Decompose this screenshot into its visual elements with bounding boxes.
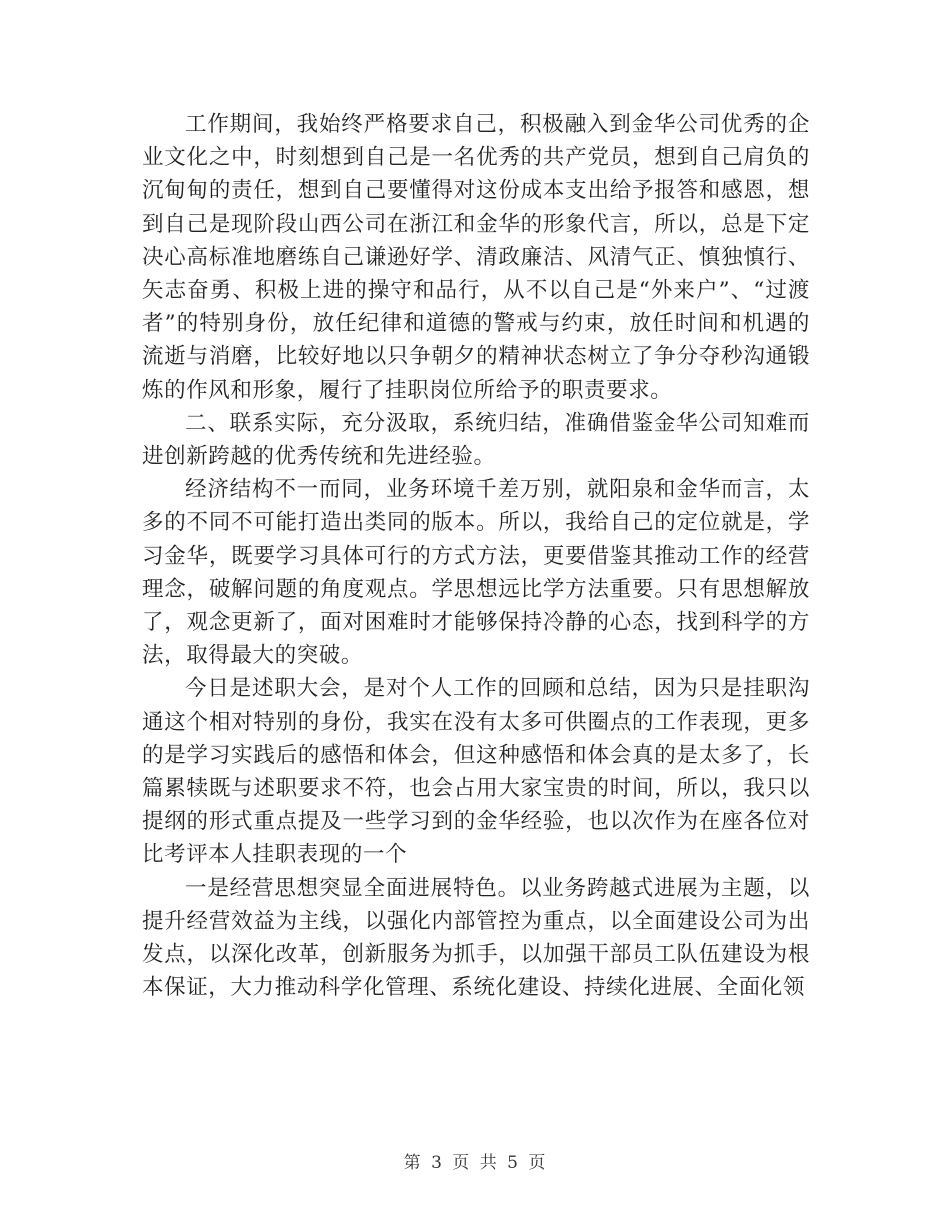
paragraph-economic-structure: 经济结构不一而同，业务环境千差万别，就阳泉和金华而言，太多的不同不可能打造出类同的版本。所以，我给自己的定位就是，学习金华，既要学习具体可行的方式方法，更要借鉴其推动工作的经营理念，破解问题的角度观点。学思想远比学方法重要。只有思想解放了，观念更新了，面对困难时才能够保持冷静的心态，找到科学的方法，取得最大的突破。 [142,477,810,669]
paragraph-work-period: 工作期间，我始终严格要求自己，积极融入到金华公司优秀的企业文化之中，时刻想到自己是一名优秀的共产党员，想到自己肩负的沉甸甸的责任，想到自己要懂得对这份成本支出给予报答和感恩，想到自己是现阶段山西公司在浙江和金华的形象代言，所以，总是下定决心高标准地磨练自己谦逊好学、清政廉洁、风清气正、慎独慎行、矢志奋勇、积极上进的操守和品行，从不以自己是“外来户”、“过渡者”的特别身份，放任纪律和道德的警戒与约束，放任时间和机遇的流逝与消磨，比较好地以只争朝夕的精神状态树立了争分夺秒沟通锻炼的作风和形象，履行了挂职岗位所给予的职责要求。 [142,112,810,403]
paragraph-section-two-heading: 二、联系实际，充分汲取，系统归结，准确借鉴金华公司知难而进创新跨越的优秀传统和先进经验。 [142,410,810,470]
paragraph-business-thinking: 一是经营思想突显全面进展特色。以业务跨越式进展为主题，以提升经营效益为主线，以强化内部管控为重点，以全面建设公司为出发点，以深化改革，创新服务为抓手，以加强干部员工队伍建设为根本保证，大力推动科学化管理、系统化建设、持续化进展、全面化领 [142,875,810,1001]
document-body [142,108,810,1004]
page-number-footer: 第 3 页 共 5 页 [403,1153,547,1173]
paragraph-report-meeting: 今日是述职大会，是对个人工作的回顾和总结，因为只是挂职沟通这个相对特别的身份，我实在没有太多可供圈点的工作表现，更多的是学习实践后的感悟和体会，但这种感悟和体会真的是太多了，长篇累犊既与述职要求不符，也会占用大家宝贵的时间，所以，我只以提纲的形式重点提及一些学习到的金华经验，也以次作为在座各位对比考评本人挂职表现的一个 [142,676,810,868]
